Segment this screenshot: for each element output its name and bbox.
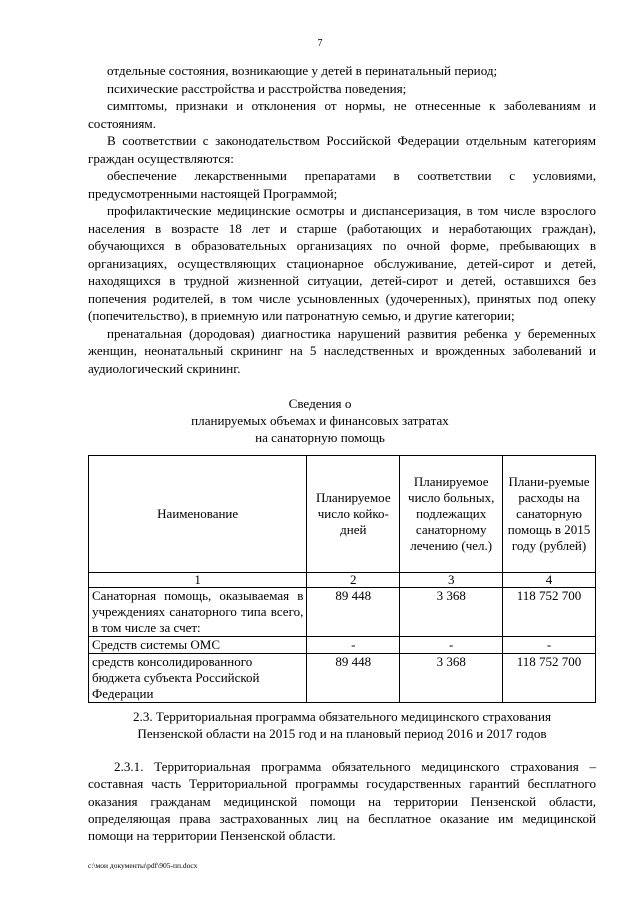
column-number: 2 bbox=[307, 573, 400, 588]
sanatorium-table bbox=[88, 455, 596, 703]
row-bed-days: 89 448 bbox=[307, 654, 400, 703]
paragraph: отдельные состояния, возникающие у детей в перинатальный период; bbox=[107, 63, 498, 78]
paragraph: 2.3.1. Территориальная программа обязательного медицинского страхования – составная часть Территориальной программы государственных гарантий бесплатного оказания гражданам медицинской помощи на территории Пензенской области, определяющая права застрахованных лиц на бесплатное оказание им медицинской помощи на территории Пензенской области. bbox=[88, 759, 596, 844]
table-row bbox=[89, 654, 596, 703]
row-patients: 3 368 bbox=[400, 588, 503, 637]
paragraph: В соответствии с законодательством Российской Федерации отдельным категориям граждан осуществляются: bbox=[88, 133, 596, 166]
header-expenses: Плани-руемые расходы на санаторную помощь в 2015 году (рублей) bbox=[503, 456, 596, 573]
paragraph: пренатальная (дородовая) диагностика нарушений развития ребенка у беременных женщин, неонатальный скрининг на 5 наследственных и врожденных заболеваний и аудиологический скрининг. bbox=[88, 325, 596, 376]
header-name: Наименование bbox=[89, 456, 307, 573]
row-expenses: 118 752 700 bbox=[503, 654, 596, 703]
table-number-row bbox=[89, 573, 596, 588]
row-name: Средств системы ОМС bbox=[89, 637, 307, 654]
column-number: 3 bbox=[400, 573, 503, 588]
header-bed-days: Планируемое число койко-дней bbox=[307, 456, 400, 573]
row-name: Санаторная помощь, оказываемая в учреждениях санаторного типа всего, в том числе за счет: bbox=[89, 588, 307, 637]
body-text bbox=[88, 62, 596, 377]
table-row bbox=[89, 637, 596, 654]
column-number: 4 bbox=[503, 573, 596, 588]
caption-line: Сведения о bbox=[288, 396, 352, 411]
row-patients: 3 368 bbox=[400, 654, 503, 703]
section-title-line: Пензенской области на 2015 год и на плановый период 2016 и 2017 годов bbox=[137, 726, 547, 741]
page-number: 7 bbox=[317, 38, 323, 49]
section-body bbox=[88, 758, 596, 844]
row-name: средств консолидированного бюджета субъекта Российской Федерации bbox=[89, 654, 307, 703]
row-bed-days: - bbox=[307, 637, 400, 654]
paragraph: профилактические медицинские осмотры и диспансеризация, в том числе взрослого населения в возрасте 18 лет и старше (работающих и неработающих граждан), обучающихся в образовательных организациях по очной форме, пребывающих в организациях, осуществляющих стационарное обслуживание, детей-сирот и детей, находящихся в трудной жизненной ситуации, детей-сирот и детей, оставшихся без попечения родителей, в том числе усыновленных (удочеренных), принятых под опеку (попечительство), в приемную или патронатную семью, и другие категории; bbox=[88, 203, 596, 323]
table-header-row bbox=[89, 456, 596, 573]
section-title-line: 2.3. Территориальная программа обязательного медицинского страхования bbox=[133, 709, 551, 724]
footer-file-path: c:\мои документы\pdf\905-пп.docx bbox=[88, 861, 198, 870]
row-bed-days: 89 448 bbox=[307, 588, 400, 637]
row-expenses: - bbox=[503, 637, 596, 654]
paragraph: симптомы, признаки и отклонения от нормы, не отнесенные к заболеваниям и состояниям. bbox=[88, 98, 596, 131]
column-number: 1 bbox=[89, 573, 307, 588]
caption-line: планируемых объемах и финансовых затратах bbox=[191, 413, 449, 428]
caption-line: на санаторную помощь bbox=[255, 430, 385, 445]
table-caption bbox=[0, 395, 640, 446]
paragraph: обеспечение лекарственными препаратами в соответствии с условиями, предусмотренными настоящей Программой; bbox=[88, 168, 596, 201]
table-row bbox=[89, 588, 596, 637]
row-expenses: 118 752 700 bbox=[503, 588, 596, 637]
section-title bbox=[88, 708, 596, 742]
header-patients: Планируемое число больных, подлежащих санаторному лечению (чел.) bbox=[400, 456, 503, 573]
row-patients: - bbox=[400, 637, 503, 654]
paragraph: психические расстройства и расстройства поведения; bbox=[107, 80, 407, 96]
